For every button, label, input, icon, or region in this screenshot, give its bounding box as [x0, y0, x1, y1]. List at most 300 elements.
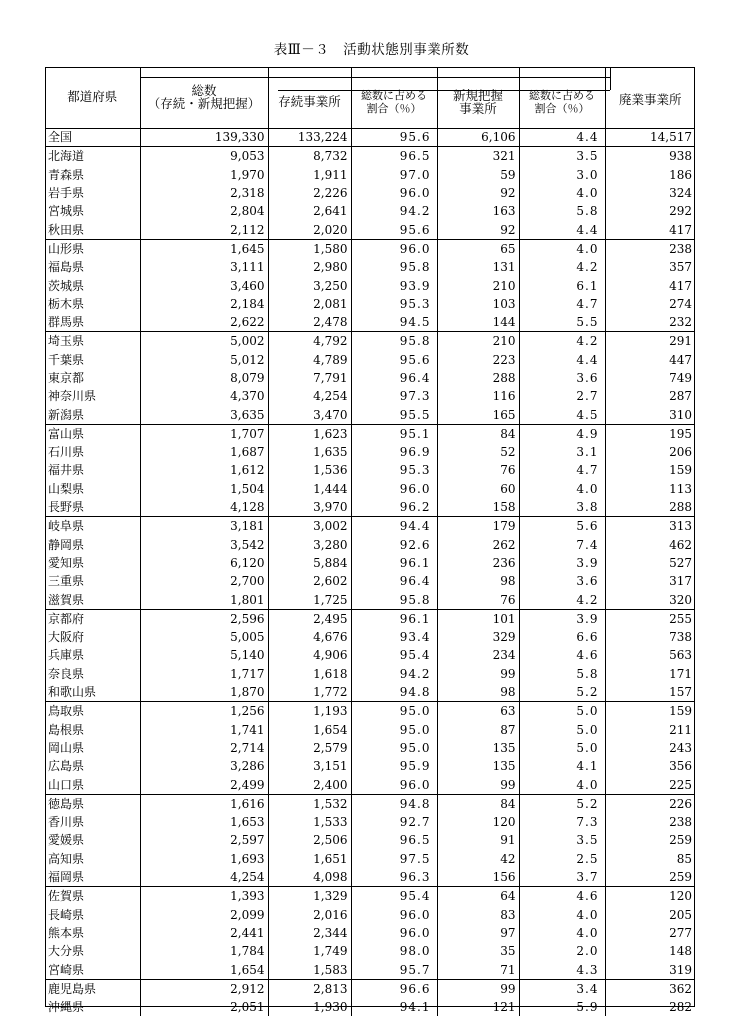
- cell-new: 84: [437, 794, 519, 813]
- cell-new-share: 5.5: [519, 313, 605, 332]
- cell-prefecture: 奈良県: [48, 666, 85, 681]
- cell-continuing-share: 95.7: [351, 960, 437, 979]
- table-row: [45, 295, 695, 313]
- cell-total: 5,002: [140, 332, 268, 351]
- cell-new-share: 2.0: [519, 942, 605, 960]
- cell-prefecture: 青森県: [48, 167, 85, 182]
- cell-continuing-share: 95.6: [351, 128, 437, 147]
- table-row: [45, 443, 695, 461]
- cell-new: 84: [437, 424, 519, 443]
- cell-prefecture: 鹿児島県: [45, 979, 140, 998]
- cell-prefecture: 愛媛県: [48, 833, 85, 848]
- cell-new: 99: [437, 665, 519, 683]
- cell-continuing-share: 92.7: [351, 813, 437, 831]
- cell-prefecture: 徳島県: [45, 794, 140, 813]
- establishment-status-table: [45, 67, 695, 1016]
- cell-abolished: 313: [605, 517, 695, 536]
- cell-total: 3,460: [140, 276, 268, 294]
- cell-new-share: 4.5: [519, 405, 605, 424]
- cell-abolished: 749: [605, 369, 695, 387]
- table-row: [45, 960, 695, 979]
- table-row: [45, 979, 695, 998]
- cell-total: 6,120: [140, 554, 268, 572]
- cell-continuing-share: 94.8: [351, 683, 437, 702]
- cell-new-share: 3.9: [519, 554, 605, 572]
- cell-total: 1,687: [140, 443, 268, 461]
- cell-prefecture: 鳥取県: [45, 702, 140, 721]
- cell-prefecture: 福井県: [48, 463, 85, 478]
- cell-prefecture: 滋賀県: [48, 592, 85, 607]
- cell-abolished: 171: [605, 665, 695, 683]
- cell-new-share: 4.7: [519, 295, 605, 313]
- cell-prefecture: 石川県: [48, 445, 85, 460]
- cell-new: 179: [437, 517, 519, 536]
- cell-abolished: 319: [605, 960, 695, 979]
- cell-prefecture: 東京都: [48, 371, 85, 385]
- table-row: [45, 369, 695, 387]
- cell-continuing: 1,911: [268, 166, 351, 184]
- header-sub-rule: [278, 90, 610, 91]
- cell-continuing-share: 95.6: [351, 351, 437, 369]
- table-row: [45, 721, 695, 739]
- cell-continuing: 5,884: [268, 554, 351, 572]
- table-row: [45, 813, 695, 831]
- cell-prefecture: 広島県: [48, 759, 85, 774]
- cell-continuing-share: 95.4: [351, 887, 437, 906]
- cell-prefecture: 長野県: [48, 500, 85, 515]
- cell-prefecture: 大分県: [48, 944, 85, 959]
- cell-new: 99: [437, 775, 519, 794]
- table-row: [45, 739, 695, 757]
- cell-continuing-share: 96.5: [351, 831, 437, 849]
- cell-abolished: 287: [605, 387, 695, 405]
- header-new-share: 総数に占める 割合（％）: [519, 67, 605, 128]
- cell-new-share: 4.0: [519, 480, 605, 498]
- cell-new-share: 2.5: [519, 850, 605, 868]
- cell-prefecture: 北海道: [45, 147, 140, 166]
- cell-prefecture: 愛知県: [48, 555, 85, 570]
- cell-abolished: 157: [605, 683, 695, 702]
- cell-new-share: 3.6: [519, 572, 605, 590]
- table-row: [45, 554, 695, 572]
- cell-continuing: 1,930: [268, 998, 351, 1016]
- table-row: [45, 332, 695, 351]
- cell-continuing: 1,772: [268, 683, 351, 702]
- table-row: [45, 850, 695, 868]
- cell-prefecture: 沖縄県: [48, 1000, 85, 1015]
- cell-new: 59: [437, 166, 519, 184]
- cell-new-share: 4.0: [519, 239, 605, 258]
- cell-continuing: 1,580: [268, 239, 351, 258]
- cell-new: 223: [437, 351, 519, 369]
- cell-continuing: 1,623: [268, 424, 351, 443]
- cell-continuing-share: 96.0: [351, 905, 437, 923]
- cell-new: 92: [437, 220, 519, 239]
- cell-prefecture: 島根県: [48, 722, 85, 737]
- cell-abolished: 259: [605, 831, 695, 849]
- cell-new-share: 6.1: [519, 276, 605, 294]
- cell-abolished: 232: [605, 313, 695, 332]
- table-row: [45, 924, 695, 942]
- cell-abolished: 320: [605, 590, 695, 609]
- cell-continuing-share: 98.0: [351, 942, 437, 960]
- table-row: [45, 517, 695, 536]
- table-row: [45, 831, 695, 849]
- cell-continuing-share: 96.4: [351, 572, 437, 590]
- cell-abolished: 113: [605, 480, 695, 498]
- cell-total: 1,256: [140, 702, 268, 721]
- cell-abolished: 85: [605, 850, 695, 868]
- cell-abolished: 148: [605, 942, 695, 960]
- table-row: [45, 239, 695, 258]
- cell-continuing: 2,344: [268, 924, 351, 942]
- cell-continuing: 1,651: [268, 850, 351, 868]
- table-row: [45, 775, 695, 794]
- table-row: [45, 387, 695, 405]
- cell-prefecture: 山形県: [45, 239, 140, 258]
- cell-new-share: 5.9: [519, 998, 605, 1016]
- national-total-row: [45, 128, 695, 147]
- cell-prefecture: 埼玉県: [45, 332, 140, 351]
- cell-continuing: 2,478: [268, 313, 351, 332]
- cell-continuing: 1,635: [268, 443, 351, 461]
- cell-new: 158: [437, 498, 519, 517]
- header-continuing-share: 総数に占める 割合（％）: [351, 67, 437, 128]
- cell-prefecture: 新潟県: [48, 407, 85, 422]
- cell-prefecture: 岡山県: [48, 740, 85, 755]
- cell-prefecture: 佐賀県: [45, 887, 140, 906]
- cell-total: 2,184: [140, 295, 268, 313]
- cell-continuing: 4,098: [268, 868, 351, 887]
- cell-new-share: 4.3: [519, 960, 605, 979]
- cell-prefecture: 和歌山県: [48, 685, 97, 700]
- cell-abolished: 226: [605, 794, 695, 813]
- table-row: [45, 351, 695, 369]
- cell-total: 2,714: [140, 739, 268, 757]
- cell-prefecture: 長崎県: [48, 907, 85, 922]
- cell-continuing-share: 96.0: [351, 924, 437, 942]
- cell-continuing-share: 95.4: [351, 646, 437, 664]
- cell-continuing: 4,789: [268, 351, 351, 369]
- cell-continuing: 2,016: [268, 905, 351, 923]
- table-row: [45, 628, 695, 646]
- cell-new-share: 4.0: [519, 184, 605, 202]
- table-row: [45, 905, 695, 923]
- cell-continuing: 2,602: [268, 572, 351, 590]
- cell-total: 3,542: [140, 536, 268, 554]
- cell-continuing: 2,020: [268, 220, 351, 239]
- table-title: 表Ⅲ－３ 活動状態別事業所数: [273, 42, 470, 58]
- cell-new-share: 4.2: [519, 590, 605, 609]
- cell-new-share: 4.0: [519, 905, 605, 923]
- cell-new: 121: [437, 998, 519, 1016]
- table-row: [45, 184, 695, 202]
- cell-continuing-share: 94.2: [351, 665, 437, 683]
- cell-total: 1,870: [140, 683, 268, 702]
- cell-new: 52: [437, 443, 519, 461]
- cell-total: 3,286: [140, 757, 268, 775]
- cell-continuing: 2,813: [268, 979, 351, 998]
- cell-new-share: 6.6: [519, 628, 605, 646]
- cell-total: 3,111: [140, 258, 268, 276]
- cell-total: 1,645: [140, 239, 268, 258]
- cell-continuing: 3,470: [268, 405, 351, 424]
- cell-continuing: 2,081: [268, 295, 351, 313]
- cell-new: 97: [437, 924, 519, 942]
- cell-abolished: 938: [605, 147, 695, 166]
- cell-abolished: 238: [605, 813, 695, 831]
- header-top-rule: [140, 77, 610, 78]
- header-right-divider: [610, 67, 611, 90]
- cell-new: 6,106: [437, 128, 519, 147]
- cell-new: 76: [437, 590, 519, 609]
- cell-new-share: 7.4: [519, 536, 605, 554]
- cell-abolished: 120: [605, 887, 695, 906]
- table-row: [45, 572, 695, 590]
- cell-new-share: 4.4: [519, 220, 605, 239]
- table-row: [45, 424, 695, 443]
- cell-continuing-share: 95.6: [351, 220, 437, 239]
- cell-prefecture: 秋田県: [48, 222, 85, 237]
- cell-abolished: 282: [605, 998, 695, 1016]
- cell-total: 4,254: [140, 868, 268, 887]
- cell-prefecture: 宮城県: [48, 204, 85, 219]
- cell-continuing-share: 95.3: [351, 461, 437, 479]
- table-row: [45, 646, 695, 664]
- cell-continuing-share: 95.1: [351, 424, 437, 443]
- cell-new-share: 5.0: [519, 739, 605, 757]
- cell-new-share: 4.0: [519, 775, 605, 794]
- cell-continuing-share: 96.0: [351, 775, 437, 794]
- table-row: [45, 480, 695, 498]
- cell-new: 101: [437, 609, 519, 628]
- cell-new: 262: [437, 536, 519, 554]
- cell-new: 64: [437, 887, 519, 906]
- cell-abolished: 225: [605, 775, 695, 794]
- cell-new: 135: [437, 757, 519, 775]
- cell-new-share: 4.2: [519, 258, 605, 276]
- cell-new: 87: [437, 721, 519, 739]
- cell-total: 5,140: [140, 646, 268, 664]
- cell-total: 3,181: [140, 517, 268, 536]
- table-row: [45, 702, 695, 721]
- cell-new-share: 3.5: [519, 831, 605, 849]
- cell-continuing-share: 95.8: [351, 258, 437, 276]
- cell-continuing: 8,732: [268, 147, 351, 166]
- cell-new-share: 3.9: [519, 609, 605, 628]
- cell-new: 135: [437, 739, 519, 757]
- cell-continuing-share: 93.9: [351, 276, 437, 294]
- cell-total: 1,654: [140, 960, 268, 979]
- cell-continuing: 3,970: [268, 498, 351, 517]
- cell-total: 1,707: [140, 424, 268, 443]
- cell-new: 42: [437, 850, 519, 868]
- table-row: [45, 665, 695, 683]
- cell-continuing: 1,193: [268, 702, 351, 721]
- cell-new: 91: [437, 831, 519, 849]
- cell-prefecture: 京都府: [45, 609, 140, 628]
- cell-continuing: 133,224: [268, 128, 351, 147]
- cell-continuing-share: 97.0: [351, 166, 437, 184]
- cell-new-share: 4.1: [519, 757, 605, 775]
- cell-abolished: 259: [605, 868, 695, 887]
- header-bottom-rule: [45, 128, 695, 129]
- cell-new: 321: [437, 147, 519, 166]
- cell-abolished: 527: [605, 554, 695, 572]
- cell-new: 288: [437, 369, 519, 387]
- cell-prefecture: 福岡県: [48, 870, 85, 885]
- cell-new-share: 4.4: [519, 128, 605, 147]
- cell-total: 2,622: [140, 313, 268, 332]
- cell-abolished: 159: [605, 702, 695, 721]
- cell-continuing-share: 96.5: [351, 147, 437, 166]
- cell-new-share: 2.7: [519, 387, 605, 405]
- cell-total: 2,318: [140, 184, 268, 202]
- cell-abolished: 274: [605, 295, 695, 313]
- table-row: [45, 590, 695, 609]
- cell-new: 103: [437, 295, 519, 313]
- cell-new-share: 4.9: [519, 424, 605, 443]
- cell-abolished: 14,517: [605, 128, 695, 147]
- table-row: [45, 220, 695, 239]
- table-row: [45, 942, 695, 960]
- cell-abolished: 205: [605, 905, 695, 923]
- cell-continuing: 1,536: [268, 461, 351, 479]
- cell-abolished: 563: [605, 646, 695, 664]
- cell-total: 2,597: [140, 831, 268, 849]
- cell-abolished: 195: [605, 424, 695, 443]
- cell-total: 1,784: [140, 942, 268, 960]
- cell-abolished: 206: [605, 443, 695, 461]
- cell-new: 65: [437, 239, 519, 258]
- cell-new: 131: [437, 258, 519, 276]
- table-row: [45, 887, 695, 906]
- cell-prefecture: 大阪府: [48, 630, 85, 645]
- cell-continuing: 2,506: [268, 831, 351, 849]
- table-row: [45, 998, 695, 1016]
- cell-new-share: 3.6: [519, 369, 605, 387]
- cell-total: 2,099: [140, 905, 268, 923]
- cell-new: 210: [437, 276, 519, 294]
- cell-total: 2,912: [140, 979, 268, 998]
- table-row: [45, 683, 695, 702]
- cell-prefecture: 香川県: [48, 815, 85, 830]
- cell-continuing-share: 95.8: [351, 590, 437, 609]
- cell-total: 5,012: [140, 351, 268, 369]
- table-row: [45, 461, 695, 479]
- cell-new: 98: [437, 683, 519, 702]
- cell-new: 210: [437, 332, 519, 351]
- cell-new: 98: [437, 572, 519, 590]
- cell-continuing-share: 94.5: [351, 313, 437, 332]
- cell-prefecture: 宮崎県: [48, 962, 85, 977]
- cell-continuing: 2,400: [268, 775, 351, 794]
- cell-total: 2,499: [140, 775, 268, 794]
- cell-abolished: 186: [605, 166, 695, 184]
- cell-total: 4,128: [140, 498, 268, 517]
- cell-new: 144: [437, 313, 519, 332]
- cell-prefecture: 全国: [48, 130, 73, 145]
- cell-continuing: 1,532: [268, 794, 351, 813]
- cell-continuing-share: 97.3: [351, 387, 437, 405]
- cell-new: 35: [437, 942, 519, 960]
- table-row: [45, 536, 695, 554]
- cell-continuing-share: 96.0: [351, 480, 437, 498]
- cell-continuing-share: 96.6: [351, 979, 437, 998]
- cell-abolished: 288: [605, 498, 695, 517]
- cell-prefecture: 山口県: [48, 777, 85, 792]
- cell-abolished: 317: [605, 572, 695, 590]
- cell-new: 236: [437, 554, 519, 572]
- cell-prefecture: 群馬県: [48, 315, 85, 330]
- cell-prefecture: 千葉県: [48, 352, 85, 367]
- cell-new: 83: [437, 905, 519, 923]
- cell-continuing: 1,654: [268, 721, 351, 739]
- cell-continuing: 1,725: [268, 590, 351, 609]
- cell-continuing: 3,002: [268, 517, 351, 536]
- table-row: [45, 868, 695, 887]
- cell-continuing: 3,151: [268, 757, 351, 775]
- cell-abolished: 362: [605, 979, 695, 998]
- cell-abolished: 417: [605, 220, 695, 239]
- header-prefecture: 都道府県: [67, 89, 118, 105]
- cell-new: 165: [437, 405, 519, 424]
- cell-continuing: 1,533: [268, 813, 351, 831]
- cell-prefecture: 栃木県: [48, 296, 85, 311]
- cell-continuing: 1,618: [268, 665, 351, 683]
- cell-continuing-share: 95.9: [351, 757, 437, 775]
- table-row: [45, 609, 695, 628]
- cell-new: 76: [437, 461, 519, 479]
- cell-total: 2,051: [140, 998, 268, 1016]
- header-new: 新規把握 事業所: [437, 67, 519, 128]
- cell-total: 1,616: [140, 794, 268, 813]
- table-row: [45, 313, 695, 332]
- cell-total: 1,612: [140, 461, 268, 479]
- cell-continuing: 1,329: [268, 887, 351, 906]
- cell-total: 2,596: [140, 609, 268, 628]
- cell-prefecture: 福島県: [48, 260, 85, 275]
- cell-abolished: 462: [605, 536, 695, 554]
- table-row: [45, 147, 695, 166]
- cell-prefecture: 富山県: [45, 424, 140, 443]
- cell-abolished: 357: [605, 258, 695, 276]
- cell-prefecture: 高知県: [48, 851, 85, 866]
- cell-continuing-share: 96.3: [351, 868, 437, 887]
- cell-total: 4,370: [140, 387, 268, 405]
- cell-continuing-share: 96.0: [351, 184, 437, 202]
- cell-new-share: 5.6: [519, 517, 605, 536]
- cell-abolished: 243: [605, 739, 695, 757]
- cell-continuing: 2,641: [268, 202, 351, 220]
- cell-continuing-share: 96.1: [351, 554, 437, 572]
- cell-new-share: 5.2: [519, 794, 605, 813]
- cell-new-share: 3.7: [519, 868, 605, 887]
- cell-continuing: 1,444: [268, 480, 351, 498]
- cell-total: 8,079: [140, 369, 268, 387]
- cell-continuing: 1,749: [268, 942, 351, 960]
- cell-new-share: 3.8: [519, 498, 605, 517]
- cell-continuing-share: 94.4: [351, 517, 437, 536]
- cell-continuing-share: 96.9: [351, 443, 437, 461]
- cell-new: 234: [437, 646, 519, 664]
- cell-new-share: 5.8: [519, 202, 605, 220]
- cell-new: 92: [437, 184, 519, 202]
- table-row: [45, 405, 695, 424]
- cell-new-share: 4.6: [519, 646, 605, 664]
- cell-continuing: 3,280: [268, 536, 351, 554]
- cell-total: 1,693: [140, 850, 268, 868]
